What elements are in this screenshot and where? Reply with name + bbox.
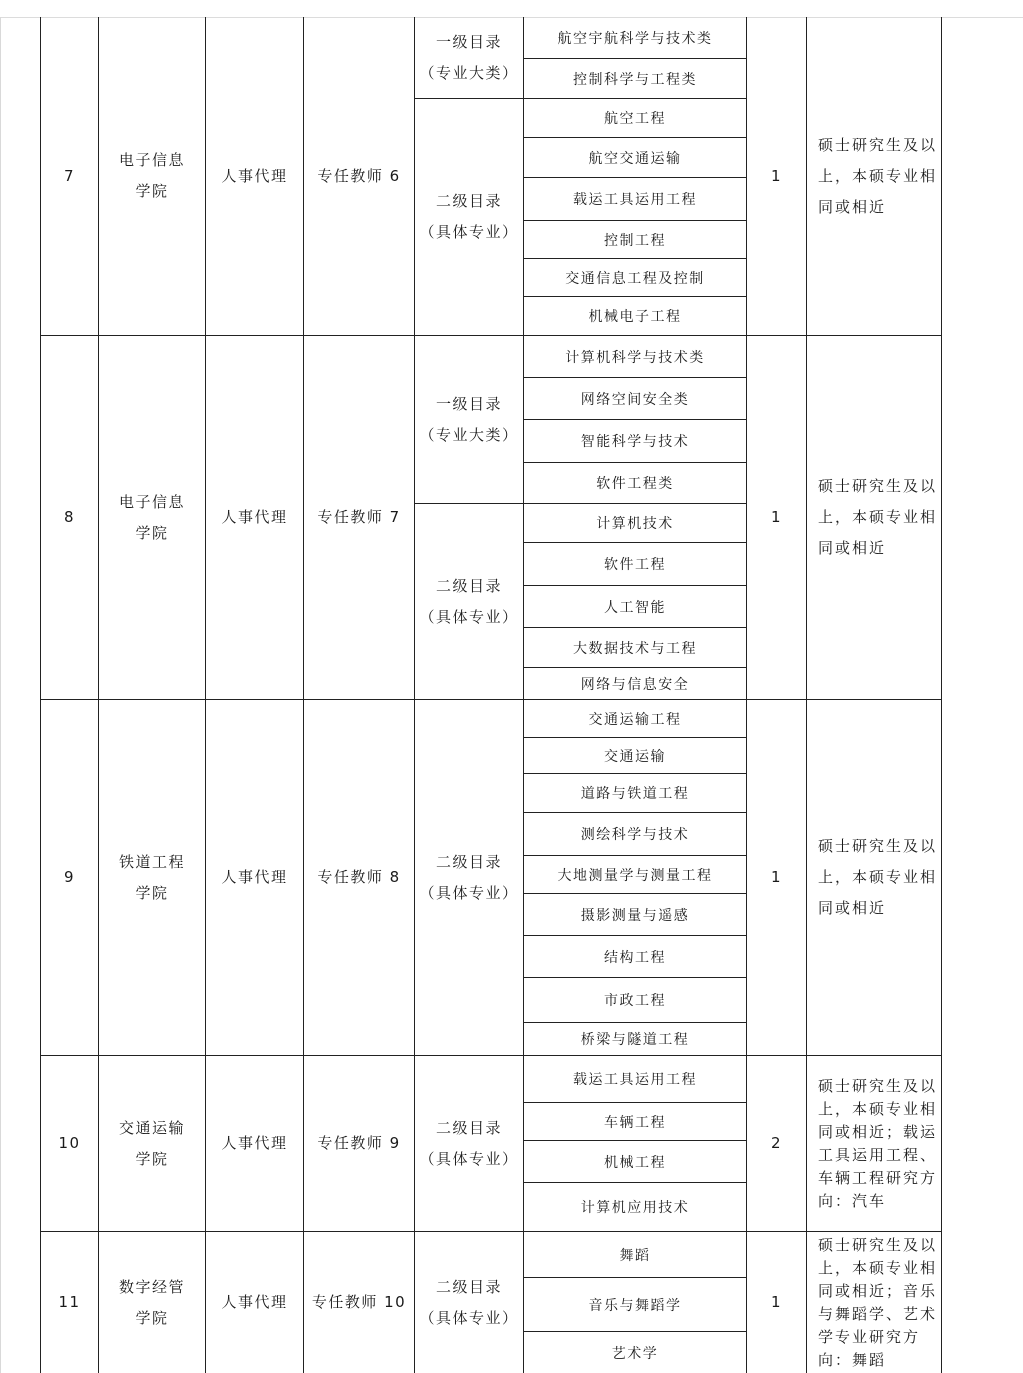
catalog-level-cell: [415, 99, 523, 335]
catalog-scope: （专业大类）: [419, 63, 519, 82]
catalog-level-cell: [415, 1056, 523, 1231]
college-name-line: 电子信息: [118, 492, 185, 511]
catalog-level-cell: [415, 336, 523, 503]
catalog-scope: （专业大类）: [419, 425, 519, 444]
specialty-cell: 市政工程: [604, 993, 666, 1009]
specialty-cell: 计算机科学与技术类: [565, 349, 705, 366]
employment-type: 人事代理: [221, 508, 288, 526]
college-name-line: 铁道工程: [118, 852, 185, 871]
specialty-cell: 航空交通运输: [588, 150, 682, 167]
catalog-scope: （具体专业）: [419, 607, 519, 626]
requirement-text: 硕士研究生及以上，本硕专业相同或相近: [818, 135, 938, 216]
catalog-scope: （具体专业）: [419, 883, 519, 902]
table-border-right: [941, 17, 942, 1373]
college-name-line: 学院: [135, 1308, 169, 1327]
college-name-line: 交通运输: [118, 1118, 185, 1137]
specialty-cell: 计算机应用技术: [580, 1200, 690, 1216]
college-name-line: 数字经管: [118, 1277, 185, 1296]
specialty-cell: 桥梁与隧道工程: [580, 1032, 690, 1048]
catalog-level: 二级目录: [435, 192, 502, 210]
specialty-cell: 人工智能: [604, 599, 666, 616]
catalog-level-cell: [415, 504, 523, 699]
specialty-cell: 机械工程: [604, 1154, 666, 1171]
requirement-cell: [808, 1056, 940, 1231]
specialty-cell: 机械电子工程: [588, 309, 682, 325]
specialty-cell: 大数据技术与工程: [573, 640, 697, 657]
specialty-cell: 大地测量学与测量工程: [557, 867, 713, 884]
requirement-text: 硕士研究生及以上，本硕专业相同或相近；载运工具运用工程、车辆工程研究方向：汽车: [818, 1076, 938, 1210]
specialty-cell: 载运工具运用工程: [573, 1072, 697, 1088]
employment-type: 人事代理: [221, 166, 288, 185]
catalog-level: 二级目录: [435, 576, 502, 595]
specialty-cell: 车辆工程: [604, 1114, 666, 1131]
specialty-cell: 摄影测量与遥感: [580, 907, 690, 924]
row-number: 10: [58, 1134, 81, 1152]
college-cell: [99, 1232, 205, 1373]
headcount: 1: [770, 166, 783, 185]
position-name: 专任教师 7: [317, 508, 401, 526]
specialty-cell: 软件工程类: [596, 476, 674, 492]
requirement-text: 硕士研究生及以上，本硕专业相同或相近: [818, 837, 938, 917]
row-number: 8: [63, 508, 76, 526]
specialty-cell: 软件工程: [604, 557, 666, 573]
row-number: 7: [63, 166, 76, 185]
specialty-cell: 航空宇航科学与技术类: [557, 30, 713, 47]
catalog-scope: （具体专业）: [419, 1308, 519, 1327]
specialty-cell: 艺术学: [611, 1345, 659, 1362]
specialty-cell: 舞蹈: [619, 1247, 651, 1264]
specialty-cell: 航空工程: [604, 111, 666, 127]
headcount: 1: [770, 868, 783, 886]
headcount: 1: [770, 508, 783, 526]
headcount: 1: [770, 1293, 783, 1311]
requirement-cell: [808, 17, 940, 335]
row-number: 11: [58, 1293, 81, 1311]
college-name-line: 学院: [135, 1149, 169, 1168]
catalog-level: 一级目录: [435, 394, 502, 413]
requirement-text: 硕士研究生及以上，本硕专业相同或相近；音乐与舞蹈学、艺术学专业研究方向：舞蹈: [818, 1235, 938, 1369]
catalog-scope: （具体专业）: [419, 223, 519, 241]
specialty-cell: 交通信息工程及控制: [565, 270, 705, 287]
requirement-text: 硕士研究生及以上，本硕专业相同或相近: [818, 477, 938, 557]
specialty-cell: 计算机技术: [596, 516, 674, 532]
row-number: 9: [63, 868, 76, 886]
specialty-cell: 网络与信息安全: [580, 676, 690, 693]
employment-type: 人事代理: [221, 1134, 288, 1152]
specialty-cell: 载运工具运用工程: [573, 192, 697, 208]
catalog-level: 二级目录: [435, 1277, 502, 1296]
catalog-level: 一级目录: [435, 32, 502, 51]
specialty-cell: 结构工程: [604, 949, 666, 966]
position-name: 专任教师 6: [317, 166, 401, 185]
catalog-level-cell: [415, 17, 523, 98]
specialty-cell: 智能科学与技术: [580, 434, 690, 450]
position-name: 专任教师 8: [317, 868, 401, 886]
catalog-level-cell: [415, 700, 523, 1055]
position-name: 专任教师 9: [317, 1134, 401, 1152]
viewer-top-bar: [0, 0, 1023, 18]
requirement-cell: [808, 336, 940, 699]
catalog-level-cell: [415, 1232, 523, 1373]
specialty-cell: 控制科学与工程类: [573, 71, 697, 88]
specialty-cell: 测绘科学与技术: [580, 827, 690, 843]
specialty-cell: 交通运输工程: [588, 711, 682, 728]
college-name-line: 学院: [135, 523, 169, 542]
college-name-line: 电子信息: [118, 151, 185, 169]
college-cell: [99, 700, 205, 1055]
catalog-level: 二级目录: [435, 852, 502, 871]
position-name: 专任教师 10: [311, 1293, 407, 1311]
headcount: 2: [770, 1134, 783, 1152]
college-cell: [99, 17, 205, 335]
specialty-cell: 控制工程: [604, 232, 666, 249]
catalog-scope: （具体专业）: [419, 1149, 519, 1168]
requirement-cell: [808, 700, 940, 1055]
specialty-cell: 音乐与舞蹈学: [588, 1297, 682, 1314]
specialty-cell: 交通运输: [604, 748, 666, 765]
college-cell: [99, 1056, 205, 1231]
employment-type: 人事代理: [221, 1293, 288, 1311]
requirement-cell: [808, 1232, 940, 1373]
column-divider: [806, 17, 807, 1373]
employment-type: 人事代理: [221, 868, 288, 886]
specialty-cell: 网络空间安全类: [580, 391, 690, 408]
college-name-line: 学院: [135, 883, 169, 902]
specialty-cell: 道路与铁道工程: [580, 786, 690, 802]
catalog-level: 二级目录: [435, 1118, 502, 1137]
college-cell: [99, 336, 205, 699]
college-name-line: 学院: [135, 182, 169, 200]
